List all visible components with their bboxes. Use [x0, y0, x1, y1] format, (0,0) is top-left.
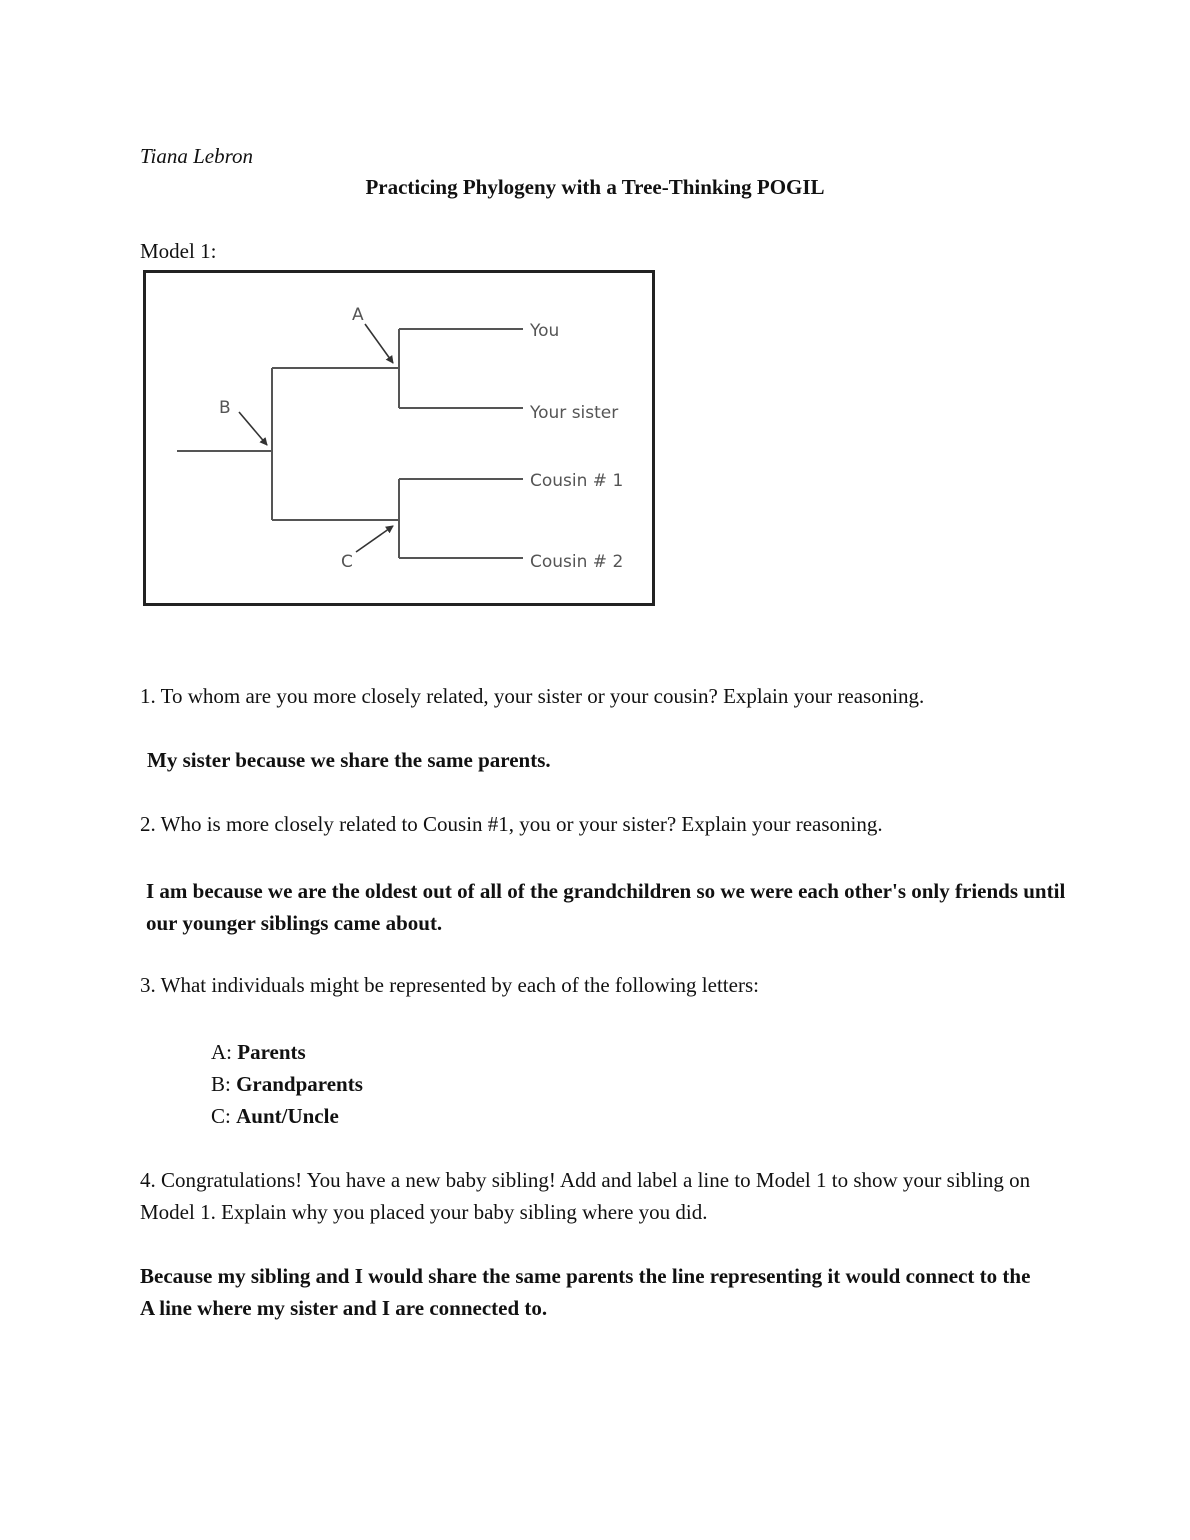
answer-2: I am because we are the oldest out of all of the grandchildren so we were each other's only friends until our younger siblings came about.	[146, 879, 1066, 935]
answer-3-list	[211, 1036, 363, 1132]
node-label-a: A	[352, 305, 364, 325]
question-3: 3. What individuals might be represented by each of the following letters:	[140, 973, 759, 997]
model-label: Model 1:	[140, 239, 217, 263]
node-label-c: C	[341, 552, 353, 572]
leaf-label-you: You	[530, 321, 560, 341]
phylogenetic-tree-svg	[143, 270, 655, 606]
question-2: 2. Who is more closely related to Cousin #1, you or your sister? Explain your reasoning.	[140, 812, 883, 836]
answer-3-item-a: A: Parents	[211, 1040, 306, 1064]
document-title: Practicing Phylogeny with a Tree-Thinking POGIL	[365, 175, 825, 199]
answer-3-item-b: B: Grandparents	[211, 1072, 363, 1096]
phylogenetic-tree-figure	[143, 270, 655, 606]
leaf-label-cousin-2: Cousin # 2	[530, 552, 624, 572]
answer-3-item-c: C: Aunt/Uncle	[211, 1104, 339, 1128]
answer-1: My sister because we share the same parents.	[147, 748, 551, 772]
leaf-label-cousin-1: Cousin # 1	[530, 471, 624, 491]
author-name: Tiana Lebron	[140, 144, 253, 168]
question-4: 4. Congratulations! You have a new baby sibling! Add and label a line to Model 1 to show your sibling on Model 1. Explain why you placed your baby sibling where you did.	[140, 1168, 1031, 1224]
answer-4: Because my sibling and I would share the same parents the line representing it would connect to the A line where my sister and I are connected to.	[140, 1264, 1031, 1320]
node-label-b: B	[219, 398, 231, 418]
leaf-label-sister: Your sister	[530, 403, 619, 423]
question-1: 1. To whom are you more closely related, your sister or your cousin? Explain your reasoning.	[140, 684, 925, 708]
